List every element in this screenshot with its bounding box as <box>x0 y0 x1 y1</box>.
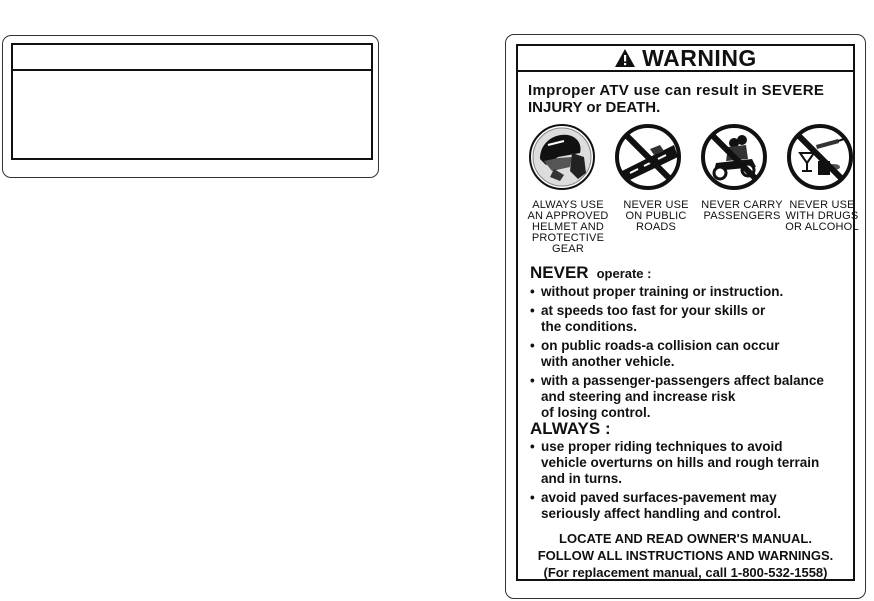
pictogram-caption-drugs <box>777 200 867 233</box>
no-passengers-icon <box>700 123 768 191</box>
pictogram-caption-passengers <box>697 200 787 222</box>
warning-label-frame <box>516 44 859 581</box>
intro-line: INJURY or DEATH. <box>528 99 661 116</box>
never-item <box>530 303 856 335</box>
caption-line: ALWAYS USE <box>532 199 604 211</box>
caption-line: ON PUBLIC <box>625 210 687 222</box>
pictogram-caption-helmet <box>523 200 613 255</box>
item-line: • at speeds too fast for your skills or <box>541 303 766 318</box>
caption-line: PASSENGERS <box>703 210 781 222</box>
blank-label-divider <box>13 69 371 71</box>
caption-line: GEAR <box>552 243 584 255</box>
no-drugs-alcohol-icon <box>786 123 854 191</box>
never-item <box>530 338 856 370</box>
warning-label <box>505 34 866 599</box>
caption-line: WITH DRUGS <box>785 210 859 222</box>
caption-line: AN APPROVED <box>527 210 609 222</box>
blank-label-frame <box>11 43 373 160</box>
blank-label <box>2 35 379 178</box>
never-heading-word: NEVER <box>530 263 589 282</box>
caption-line: OR ALCOHOL <box>785 221 859 233</box>
item-line: • on public roads-a collision can occur <box>541 338 780 353</box>
never-list <box>530 284 856 424</box>
item-line: • avoid paved surfaces-pavement may <box>541 490 777 505</box>
caption-line: NEVER CARRY <box>701 199 783 211</box>
always-item <box>530 490 856 522</box>
caption-line: PROTECTIVE <box>531 232 605 244</box>
pictogram-caption-roads <box>611 200 701 233</box>
pictogram-row <box>528 123 854 191</box>
no-public-roads-icon <box>614 123 682 191</box>
item-line: • use proper riding techniques to avoid <box>541 439 783 454</box>
item-line: • without proper training or instruction. <box>541 284 784 299</box>
warning-header <box>518 46 853 72</box>
caption-line: NEVER USE <box>789 199 855 211</box>
caption-line: ROADS <box>635 221 677 233</box>
always-heading: ALWAYS : <box>530 419 611 438</box>
item-line: vehicle overturns on hills and rough terrain <box>541 455 820 470</box>
item-line: seriously affect handling and control. <box>541 506 782 521</box>
always-item <box>530 439 856 487</box>
never-heading-suffix: operate : <box>596 266 652 281</box>
warning-title: WARNING <box>642 44 757 71</box>
warning-triangle-icon <box>614 48 636 68</box>
item-line: the conditions. <box>541 319 637 334</box>
item-line: and steering and increase risk <box>541 389 736 404</box>
caption-line: HELMET AND <box>531 221 605 233</box>
footer-instructions <box>518 530 853 581</box>
intro-line: Improper ATV use can result in SEVERE <box>528 82 825 99</box>
item-line: and in turns. <box>541 471 622 486</box>
never-item <box>530 373 856 421</box>
intro-text <box>528 82 854 116</box>
item-line: of losing control. <box>541 405 651 420</box>
item-line: • with a passenger-passengers affect balance <box>541 373 824 388</box>
footer-line: FOLLOW ALL INSTRUCTIONS AND WARNINGS. <box>537 548 834 563</box>
always-list <box>530 439 856 525</box>
footer-line: LOCATE AND READ OWNER'S MANUAL. <box>559 531 812 546</box>
footer-line: (For replacement manual, call 1-800-532-1558) <box>543 565 828 580</box>
item-line: with another vehicle. <box>541 354 675 369</box>
never-heading <box>530 263 651 284</box>
never-item <box>530 284 856 300</box>
helmet-and-gear-icon <box>528 123 596 191</box>
caption-line: NEVER USE <box>623 199 689 211</box>
